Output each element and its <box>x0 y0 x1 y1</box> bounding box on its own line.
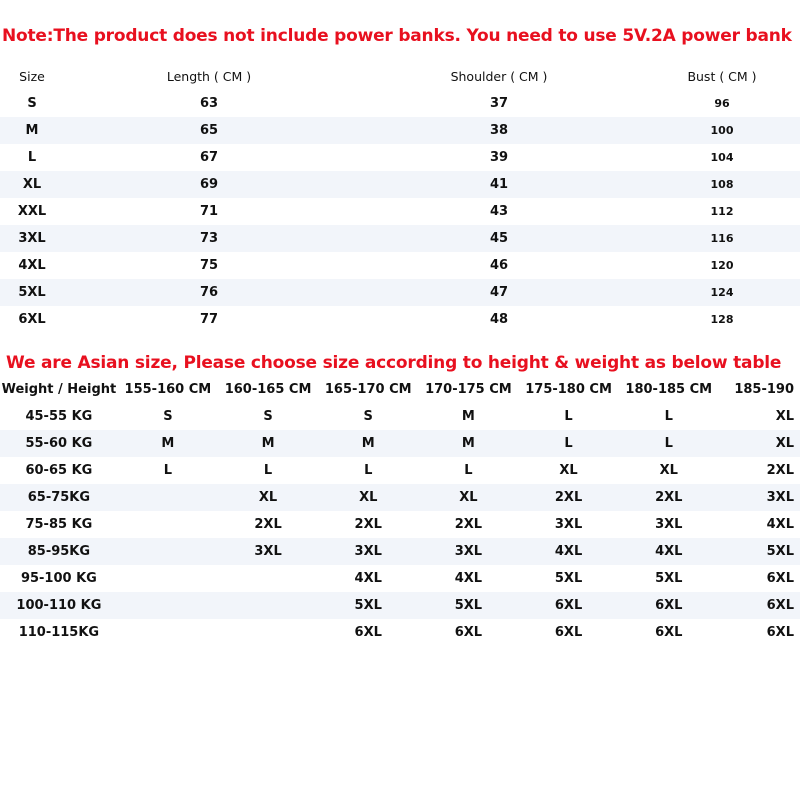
table-cell <box>118 484 218 511</box>
table-row <box>0 565 800 592</box>
table-cell: 45 <box>354 225 644 252</box>
table-cell <box>218 565 318 592</box>
table-cell <box>118 592 218 619</box>
table-cell: 41 <box>354 171 644 198</box>
column-header: Length ( CM ) <box>166 69 252 84</box>
table-cell: 124 <box>644 279 800 306</box>
table-cell: 3XL <box>655 517 683 532</box>
table-row <box>0 279 800 306</box>
table-cell: 4XL <box>18 258 46 273</box>
table-cell: 48 <box>489 312 509 327</box>
table-row <box>0 117 800 144</box>
table-cell: 67 <box>199 150 219 165</box>
table-cell: L <box>464 463 473 478</box>
table-cell: 6XL <box>554 625 583 640</box>
table-cell <box>118 538 218 565</box>
table-cell: L <box>619 430 719 457</box>
column-header: 170-175 CM <box>425 382 512 397</box>
table-cell: L <box>564 409 573 424</box>
table-cell: 4XL <box>454 571 483 586</box>
table-cell <box>118 511 218 538</box>
table-cell: 112 <box>710 205 734 218</box>
table-cell: L <box>364 463 373 478</box>
table-cell: 65-75KG <box>0 484 118 511</box>
table-cell: 47 <box>354 279 644 306</box>
table-cell: 6XL <box>655 625 683 640</box>
table-cell <box>218 619 318 646</box>
table-cell: 5XL <box>0 279 64 306</box>
table-cell: 6XL <box>18 312 46 327</box>
table-cell: 75-85 KG <box>25 517 93 532</box>
table-cell: M <box>218 430 318 457</box>
table-cell: M <box>118 430 218 457</box>
table-cell: XL <box>418 484 518 511</box>
table-row <box>0 90 800 117</box>
table-row <box>0 306 800 333</box>
table-row <box>0 484 800 511</box>
column-header: 185-190 <box>734 382 794 397</box>
table-cell: 2XL <box>454 517 483 532</box>
column-header: Weight / Height <box>1 382 117 397</box>
table-cell: 6XL <box>354 625 382 640</box>
table-cell: 55-60 KG <box>0 430 118 457</box>
table-cell: 2XL <box>518 484 618 511</box>
table-header-row <box>0 63 800 90</box>
table-cell: XL <box>775 409 794 424</box>
table-cell: L <box>163 463 173 478</box>
column-header: 180-185 CM <box>625 382 713 397</box>
table-cell: XL <box>0 171 64 198</box>
table-row <box>0 592 800 619</box>
table-cell: 3XL <box>318 538 418 565</box>
table-cell: XL <box>318 484 418 511</box>
table-cell: S <box>263 409 273 424</box>
table-row <box>0 403 800 430</box>
table-cell: 46 <box>489 258 509 273</box>
table-cell: 108 <box>644 171 800 198</box>
table-cell: 60-65 KG <box>25 463 93 478</box>
column-header: 160-165 CM <box>224 382 312 397</box>
table-cell: 38 <box>354 117 644 144</box>
table-cell: 6XL <box>766 571 794 586</box>
table-cell: 4XL <box>354 571 382 586</box>
table-cell: 69 <box>64 171 354 198</box>
table-cell: 63 <box>199 96 219 111</box>
column-header: Size <box>19 69 45 84</box>
table-cell: 6XL <box>518 592 618 619</box>
table-cell: 6XL <box>719 592 800 619</box>
table-cell: XL <box>218 484 318 511</box>
table-cell: 76 <box>64 279 354 306</box>
table-cell: 6XL <box>454 625 483 640</box>
table-cell: 110-115KG <box>18 625 100 640</box>
height-weight-table <box>0 376 800 646</box>
table-cell: 45-55 KG <box>25 409 93 424</box>
table-row <box>0 538 800 565</box>
table-cell: 2XL <box>766 463 794 478</box>
table-cell: M <box>318 430 418 457</box>
table-cell: 43 <box>489 204 509 219</box>
table-cell: 65 <box>64 117 354 144</box>
table-cell: 2XL <box>354 517 382 532</box>
table-cell: S <box>27 96 37 111</box>
table-cell: 128 <box>710 313 734 326</box>
table-cell: L <box>27 150 37 165</box>
table-cell: S <box>363 409 373 424</box>
table-cell: 4XL <box>766 517 794 532</box>
table-cell: 5XL <box>719 538 800 565</box>
table-cell: 2XL <box>619 484 719 511</box>
table-row <box>0 511 800 538</box>
table-cell: 85-95KG <box>0 538 118 565</box>
table-row <box>0 171 800 198</box>
table-cell: 75 <box>199 258 219 273</box>
table-cell: 5XL <box>318 592 418 619</box>
table-cell <box>118 619 218 646</box>
table-cell: 37 <box>489 96 509 111</box>
table-cell: 5XL <box>655 571 683 586</box>
table-row <box>0 457 800 484</box>
table-cell: 2XL <box>254 517 282 532</box>
table-cell: 95-100 KG <box>20 571 97 586</box>
table-cell: 5XL <box>554 571 583 586</box>
table-cell: XL <box>559 463 578 478</box>
table-row <box>0 144 800 171</box>
asian-size-note: We are Asian size, Please choose size according to height & weight as below table <box>6 353 782 373</box>
table-cell: L <box>664 409 673 424</box>
table-cell: 6XL <box>619 592 719 619</box>
table-cell: L <box>518 430 618 457</box>
table-cell: 4XL <box>518 538 618 565</box>
table-cell: 100 <box>644 117 800 144</box>
table-cell: XL <box>719 430 800 457</box>
table-row <box>0 619 800 646</box>
table-cell: L <box>263 463 273 478</box>
table-cell: 120 <box>710 259 734 272</box>
table-cell: 104 <box>710 151 734 164</box>
table-cell: 3XL <box>218 538 318 565</box>
column-header: 165-170 CM <box>324 382 412 397</box>
table-cell: S <box>163 409 173 424</box>
table-cell: 5XL <box>418 592 518 619</box>
table-cell: XL <box>659 463 678 478</box>
size-table <box>0 63 800 333</box>
table-cell <box>118 565 218 592</box>
table-cell: 4XL <box>619 538 719 565</box>
table-cell: 39 <box>489 150 509 165</box>
power-bank-note: Note:The product does not include power banks. You need to use 5V.2A power bank <box>2 26 792 46</box>
table-cell: 96 <box>714 97 730 110</box>
table-cell: 77 <box>199 312 219 327</box>
table-cell: 6XL <box>766 625 794 640</box>
table-row <box>0 198 800 225</box>
table-cell: 71 <box>199 204 219 219</box>
table-cell: M <box>418 430 518 457</box>
table-cell: M <box>0 117 64 144</box>
table-cell <box>218 592 318 619</box>
table-cell: 73 <box>64 225 354 252</box>
column-header: Shoulder ( CM ) <box>450 69 548 84</box>
column-header: 175-180 CM <box>525 382 612 397</box>
table-cell: XXL <box>17 204 47 219</box>
table-cell: 3XL <box>719 484 800 511</box>
table-cell: 116 <box>644 225 800 252</box>
table-row <box>0 430 800 457</box>
table-cell: M <box>461 409 475 424</box>
table-cell: 100-110 KG <box>0 592 118 619</box>
table-cell: 3XL <box>0 225 64 252</box>
table-header-row <box>0 376 800 403</box>
table-row <box>0 225 800 252</box>
table-cell: 3XL <box>418 538 518 565</box>
table-row <box>0 252 800 279</box>
column-header: 155-160 CM <box>124 382 212 397</box>
column-header: Bust ( CM ) <box>687 69 757 84</box>
table-cell: 3XL <box>554 517 583 532</box>
